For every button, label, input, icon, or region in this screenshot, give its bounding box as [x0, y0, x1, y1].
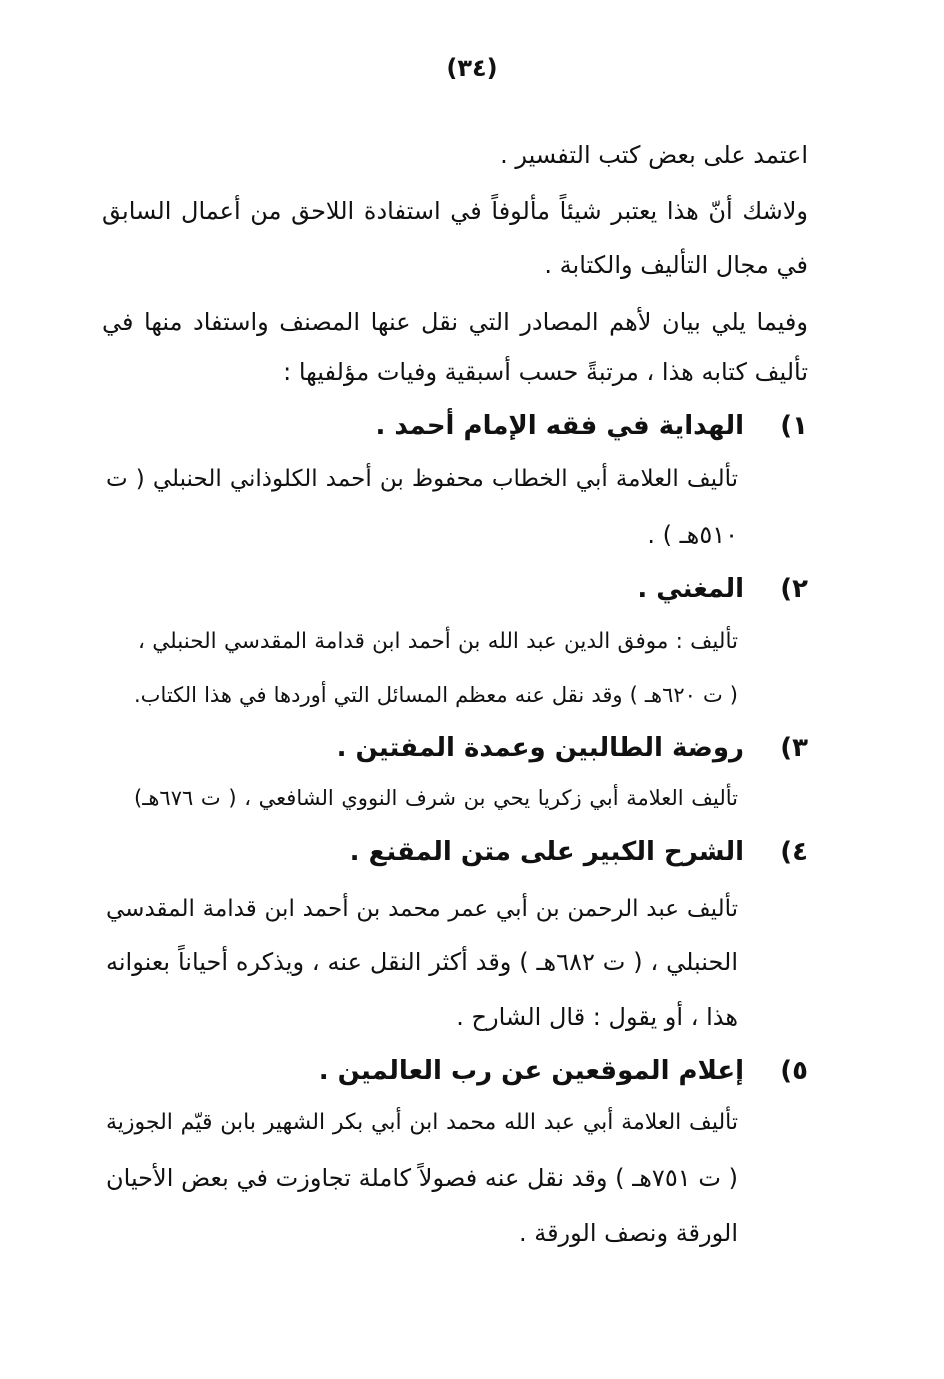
source-1-line-2: ٥١٠هـ ) . — [647, 521, 738, 549]
source-5-line-1: تأليف العلامة أبي عبد الله محمد ابن أبي بكر الشهير بابن قيّم الجوزية — [106, 1110, 738, 1135]
intro-line-2: ولاشك أنّ هذا يعتبر شيئاً مألوفاً في استفادة اللاحق من أعمال السابق — [102, 197, 808, 225]
source-heading-5 — [319, 1049, 808, 1093]
source-1-line-1: تأليف العلامة أبي الخطاب محفوظ بن أحمد الكلوذاني الحنبلي ( ت — [106, 466, 738, 492]
source-number: ٥) — [780, 1056, 808, 1086]
page-number: (٣٤) — [446, 54, 498, 82]
source-5-line-2: ( ت ٧٥١هـ ) وقد نقل عنه فصولاً كاملة تجاوزت في بعض الأحيان — [106, 1164, 738, 1192]
source-title: روضة الطالبين وعمدة المفتين . — [336, 733, 744, 763]
source-title: الهداية في فقه الإمام أحمد . — [375, 411, 744, 441]
source-2-line-1: تأليف : موفق الدين عبد الله بن أحمد ابن قدامة المقدسي الحنبلي ، — [138, 629, 738, 654]
source-number: ٤) — [780, 837, 808, 867]
source-title: إعلام الموقعين عن رب العالمين . — [318, 1056, 744, 1086]
source-2-line-2: ( ت ٦٢٠هـ ) وقد نقل عنه معظم المسائل التي أوردها في هذا الكتاب. — [134, 683, 738, 707]
source-4-line-2: الحنبلي ، ( ت ٦٨٢هـ ) وقد أكثر النقل عنه ، ويذكره أحياناً بعنوانه — [106, 948, 739, 976]
source-heading-2 — [637, 567, 808, 611]
source-4-line-1: تأليف عبد الرحمن بن أبي عمر محمد بن أحمد ابن قدامة المقدسي — [106, 896, 738, 922]
source-number: ٢) — [780, 574, 808, 604]
source-heading-4 — [350, 830, 808, 874]
source-title: المغني . — [637, 574, 744, 604]
source-5-line-3: الورقة ونصف الورقة . — [518, 1219, 738, 1247]
source-number: ١) — [780, 411, 808, 441]
source-heading-3 — [337, 726, 808, 770]
source-3-line-1: تأليف العلامة أبي زكريا يحي بن شرف النووي الشافعي ، ( ت ٦٧٦هـ) — [134, 786, 738, 810]
intro-line-4: وفيما يلي بيان لأهم المصادر التي نقل عنها المصنف واستفاد منها في — [102, 308, 808, 336]
source-4-line-3: هذا ، أو يقول : قال الشارح . — [456, 1003, 738, 1031]
intro-line-1: اعتمد على بعض كتب التفسير . — [500, 141, 808, 169]
intro-line-5: تأليف كتابه هذا ، مرتبةً حسب أسبقية وفيات مؤلفيها : — [283, 358, 808, 386]
intro-line-3: في مجال التأليف والكتابة . — [544, 251, 808, 279]
source-title: الشرح الكبير على متن المقنع . — [349, 837, 744, 867]
source-number: ٣) — [780, 733, 808, 763]
source-heading-1 — [375, 404, 808, 448]
